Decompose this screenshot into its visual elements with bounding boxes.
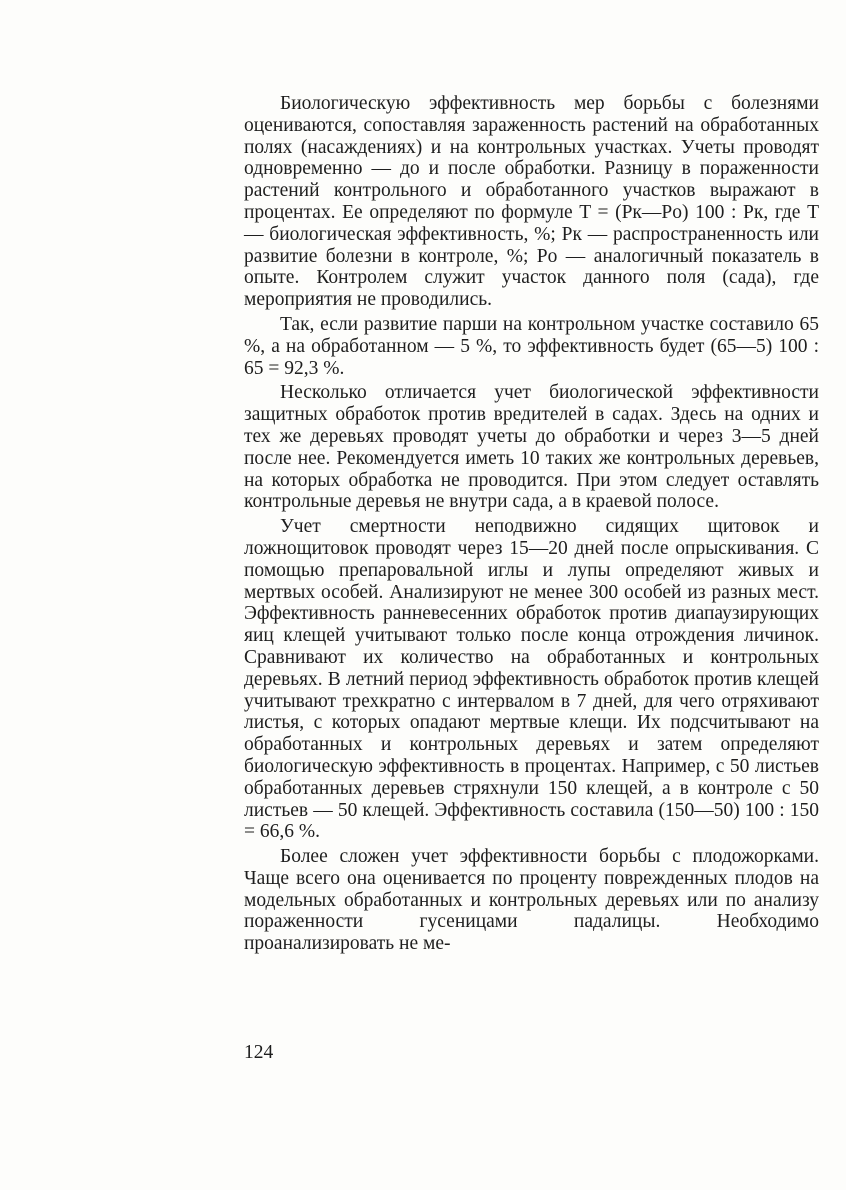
paragraph-disease-efficiency: Биологическую эффективность мер борьбы с болезнями оцениваются, сопоставляя зараженность растений на обработанных полях (насаждениях) и на контрольных участках. Учеты проводят одновременно — до и после обработки. Разницу в пораженности растений контрольного и обработанного участков выражают в процентах. Ее определяют по формуле T = (Pк—Pо) 100 : Pк, где T — биологическая эффективность, %; Pк — распространенность или развитие болезни в контроле, %; Pо — аналогичный показатель в опыте. Контролем служит участок данного поля (сада), где мероприятия не проводились. xyxy=(244,93,819,311)
paragraph-scale-insects-mites: Учет смертности неподвижно сидящих щитовок и ложнощитовок проводят через 15—20 дней после опрыскивания. С помощью препаровальной иглы и лупы определяют живых и мертвых особей. Анализируют не менее 300 особей из разных мест. Эффективность ранневесенних обработок против диапаузирующих яиц клещей учитывают только после конца отрождения личинок. Сравнивают их количество на обработанных и контрольных деревьях. В летний период эффективность обработок против клещей учитывают трехкратно с интервалом в 7 дней, для чего отряхивают листья, с которых опадают мертвые клещи. Их подсчитывают на обработанных и контрольных деревьях и затем определяют биологическую эффективность в процентах. Например, с 50 листьев обработанных деревьев стряхнули 150 клещей, а в контроле с 50 листьев — 50 клещей. Эффективность составила (150—50) 100 : 150 = 66,6 %. xyxy=(244,516,819,843)
body-text xyxy=(244,93,819,955)
page-number: 124 xyxy=(244,1042,274,1063)
paragraph-codling-moth: Более сложен учет эффективности борьбы с плодожорками. Чаще всего она оценивается по проценту поврежденных плодов на модельных обработанных и контрольных деревьях или по анализу пораженности гусеницами падалицы. Необходимо проанализировать не ме- xyxy=(244,846,819,955)
paragraph-pest-treatment: Несколько отличается учет биологической эффективности защитных обработок против вредителей в садах. Здесь на одних и тех же деревьях проводят учеты до обработки и через 3—5 дней после нее. Рекомендуется иметь 10 таких же контрольных деревьев, на которых обработка не проводится. При этом следует оставлять контрольные деревья не внутри сада, а в краевой полосе. xyxy=(244,382,819,513)
paragraph-scab-example: Так, если развитие парши на контрольном участке составило 65 %, а на обработанном — 5 %, то эффективность будет (65—5) 100 : 65 = 92,3 %. xyxy=(244,313,819,379)
